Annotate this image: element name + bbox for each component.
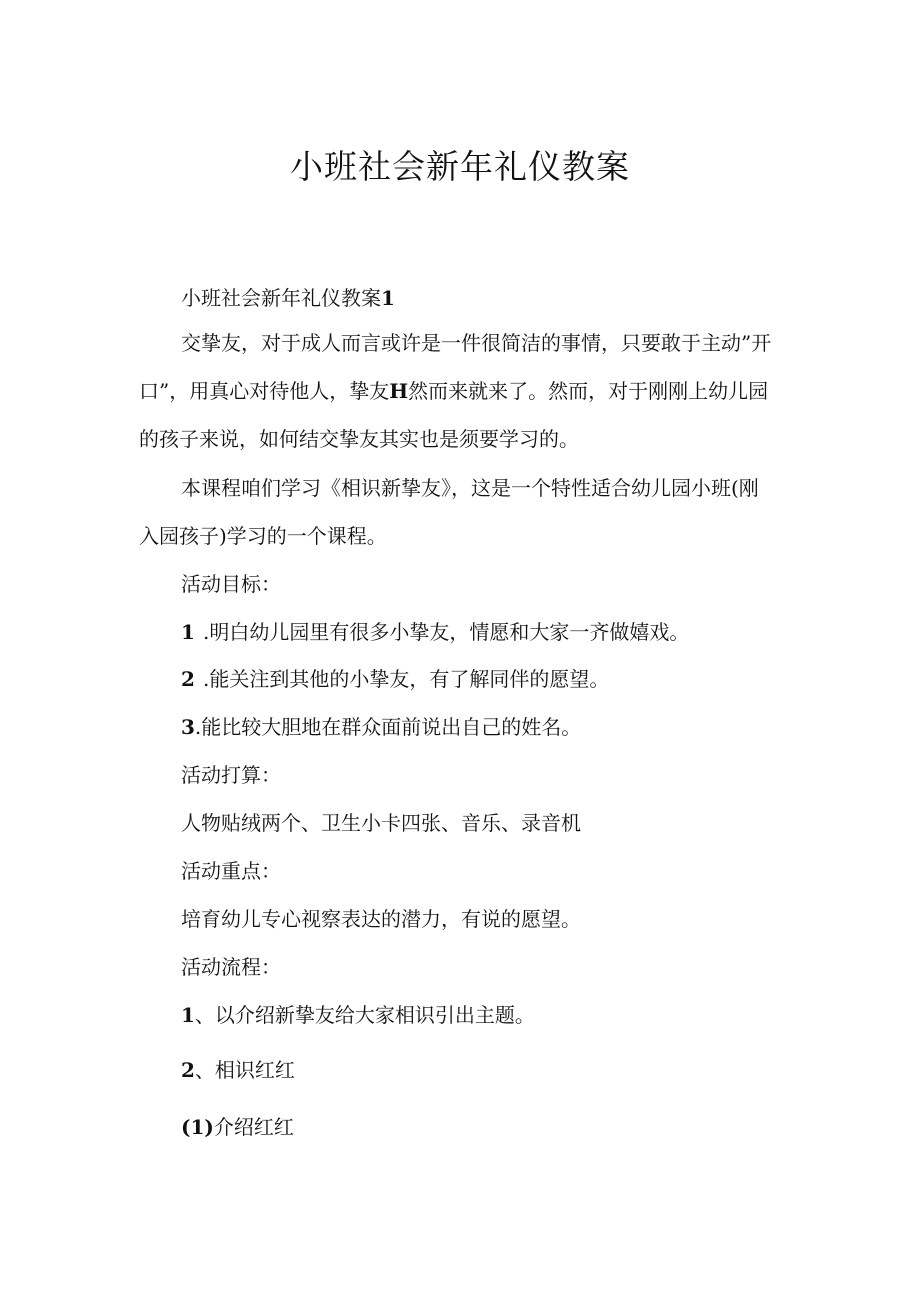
- section-subtitle-text: 小班社会新年礼仪教案: [181, 286, 381, 310]
- flow-item-1-number: 1: [181, 1003, 195, 1027]
- goal-item-2-number: 2: [181, 667, 195, 691]
- flow-item-3: [181, 1113, 294, 1141]
- paragraph-1-line-3: 的孩子来说，如何结交挚友其实也是须要学习的。: [139, 427, 579, 451]
- flow-item-1-text: 、以介绍新挚友给大家相识引出主题。: [194, 1003, 535, 1027]
- flow-item-2: [181, 1056, 295, 1084]
- paragraph-1-line-2-part-a: 口”，用真心对待他人，挚友: [139, 379, 390, 403]
- focus-text: 培育幼儿专心视察表达的潜力，有说的愿望。: [181, 907, 581, 931]
- goal-item-3-number: 3: [181, 715, 195, 739]
- goal-item-1-text: .明白幼儿园里有很多小挚友，情愿和大家一齐做嬉戏。: [203, 620, 690, 644]
- section-subtitle-number: 1: [381, 286, 395, 310]
- flow-item-3-number: (1): [181, 1115, 214, 1139]
- flow-item-2-number: 2: [181, 1058, 195, 1082]
- prep-heading: 活动打算：: [181, 763, 281, 787]
- section-subtitle: [181, 284, 395, 312]
- prep-text: 人物贴绒两个、卫生小卡四张、音乐、录音机: [181, 811, 581, 835]
- paragraph-1-line-2: [139, 377, 768, 405]
- goals-heading: 活动目标：: [181, 572, 281, 596]
- flow-item-2-text: 、相识红红: [194, 1058, 295, 1082]
- flow-item-3-text: 介绍红红: [213, 1115, 294, 1139]
- flow-item-1: [181, 1001, 535, 1029]
- goal-item-3: [181, 713, 581, 741]
- paragraph-1-line-2-part-c: 然而来就来了。然而，对于刚刚上幼儿园: [408, 379, 769, 403]
- flow-heading: 活动流程：: [181, 955, 281, 979]
- paragraph-1-line-1: 交挚友，对于成人而言或许是一件很简洁的事情，只要敢于主动”开: [181, 331, 772, 355]
- goal-item-2: [181, 665, 609, 693]
- goal-item-2-text: .能关注到其他的小挚友，有了解同伴的愿望。: [203, 667, 610, 691]
- goal-item-1: [181, 618, 689, 646]
- paragraph-2-line-2: 入园孩子)学习的一个课程。: [139, 524, 387, 548]
- paragraph-2-line-1: 本课程咱们学习《相识新挚友》，这是一个特性适合幼儿园小班(刚: [181, 476, 759, 500]
- goal-item-1-number: 1: [181, 620, 195, 644]
- goal-item-3-text: .能比较大胆地在群众面前说出自己的姓名。: [194, 715, 582, 739]
- focus-heading: 活动重点：: [181, 859, 281, 883]
- paragraph-1-line-2-part-b: H: [389, 379, 409, 403]
- document-title: 小班社会新年礼仪教案: [290, 147, 630, 186]
